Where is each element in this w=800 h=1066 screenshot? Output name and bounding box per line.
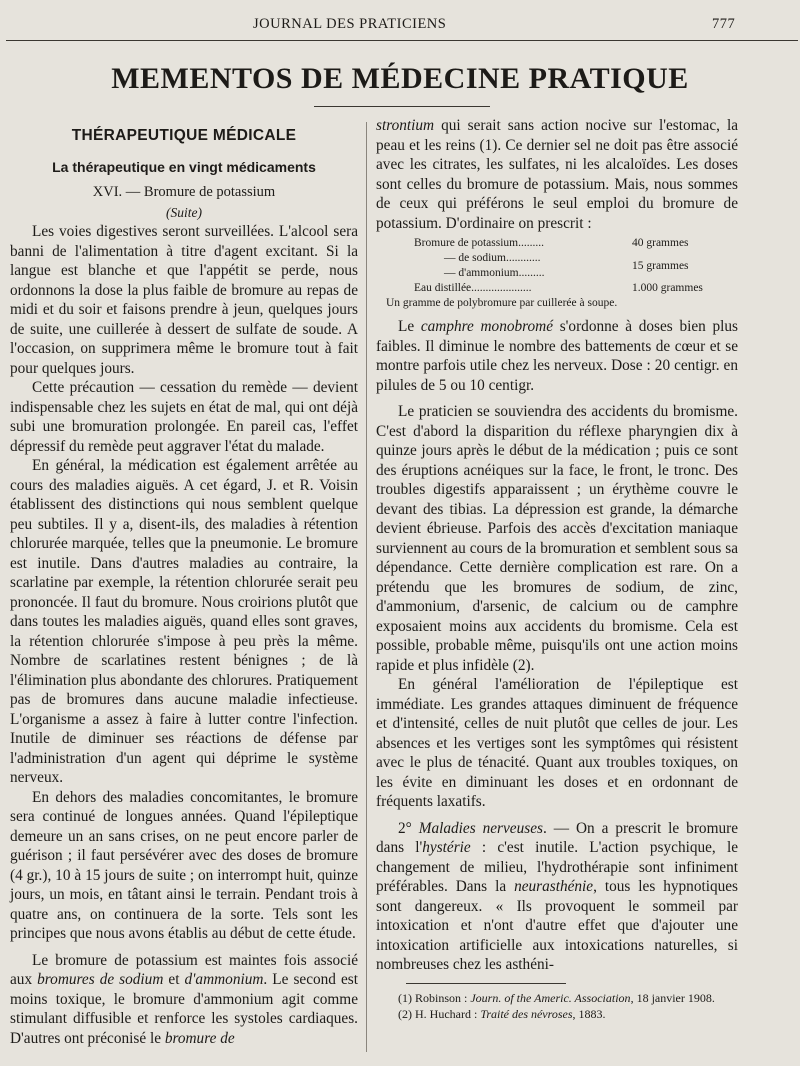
- footnote: (1) Robinson : Journ. of the Americ. Association, 18 janvier 1908.: [398, 990, 715, 1005]
- chapter-heading: XVI. — Bromure de potassium: [92, 184, 276, 200]
- paragraph: strontium qui serait sans action nocive sur l'estomac, la peau et les reins (1). Ce dernier sel ne doit pas être associé avec les citrates, les sulfates, ni les alcaloïdes. Les doses sont celles du bromure de potassium. Mais, nous sommes de ceux qui préférons le seul emploi du bromure de potassium. D'ordinaire on prescrit :: [376, 117, 738, 232]
- footnote-rule: [406, 983, 566, 984]
- paragraph: En général, la médication est également arrêtée au cours des maladies aiguës. A cet égard, J. et R. Voisin établissent des distinctions qui nous semblent quelque peu subtiles. Il y a, disent-ils, des maladies à rétention chlorurée marquée, telles que la pneumonie. Le bromure est inutile. Dans d'autres maladies au contraire, la scarlatine par exemple, la rétention chlorurée serait peu prononcée. Il faut du bromure. Nous croirions plutôt que dans toutes les maladies aiguës, quand elles sont graves, la rétention chlorurée s'impose à peu près la même. Nombre de scarlatines restent bénignes ; de là l'élimination plus abondante des chlorures. Pratiquement pas de bromures dans aucune maladie infectieuse. L'organisme a assez à faire à lutter contre l'infection. Inutile de diminuer ses réactions de défense par l'administration d'un agent qui déprime le système nerveux.: [10, 457, 358, 786]
- section-heading: THÉRAPEUTIQUE MÉDICALE: [71, 127, 297, 144]
- prescription-row: Bromure de potassium......... 40 grammes: [414, 237, 689, 249]
- paragraph: Le bromure de potassium est maintes fois associé aux bromures de sodium et d'ammonium. Le second est moins toxique, le bromure d'ammonium agit comme stimulant diffusible et renforce les systoles cardiaques. D'autres ont préconisé le bromure de: [10, 951, 358, 1047]
- paragraph: En général l'amélioration de l'épileptique est immédiate. Les grandes attaques diminuent de fréquence et d'intensité, celles de nuit plutôt que celles de jour. Les absences et les vertiges sont les symptômes qui résistent avec le plus de ténacité. Quant aux troubles toxiques, on les évite en diminuant les doses et en ordonnant de fréquents laxatifs.: [376, 676, 738, 810]
- paragraph: Le praticien se souviendra des accidents du bromisme. C'est d'abord la disparition du réflexe pharyngien dix à quinze jours après le début de la médication ; puis ce sont des éruptions acnéiques sur la face, le front, le tronc. Des troubles digestifs apparaissent ; un érythème couvre le devant des tibias. La dépression est grande, la démarche devient ébrieuse. Parfois des accès d'excitation maniaque surviennent au cours de la bromuration et semblent sous sa dépendance. Cette dernière complication est rare. On a prétendu que les bromures de sodium, de zinc, d'ammonium, d'arsenic, de calcium ou de camphre exposaient moins aux accidents du bromisme. Cela est possible, probable même, puisqu'ils ont une action moins rapide et plus infidèle (2).: [376, 403, 738, 674]
- prescription: [386, 236, 724, 311]
- left-column: [10, 116, 358, 1048]
- right-column: [376, 116, 738, 1022]
- paragraph: 2° Maladies nerveuses. — On a prescrit le bromure dans l'hystérie : c'est inutile. L'action psychique, le changement de milieu, l'hydrothérapie sont infiniment préférables. Dans la neurasthénie, tous les hypnotiques sont dangereux. « Ils provoquent le sommeil par intoxication et n'ont d'autre effet que d'ajouter une intoxication artificielle aux intoxications naturelles, si nombreuses chez les asthéni-: [376, 819, 739, 973]
- paragraph: En dehors des maladies concomitantes, le bromure sera continué de longues années. Quand l'épileptique demeure un an sans crises, on ne peut encore parler de guérison ; il faut persévérer avec des doses de bromure (4 gr.), 10 à 15 jours de suite ; on interrompt huit, quinze jours, un mois, en tâtant ainsi le terrain. Pendant trois à quatre ans, on continuera de la sorte. Tels sont les principes que nous avons établis au début de cette étude.: [10, 788, 358, 942]
- footnotes: [376, 990, 738, 1022]
- running-header: [0, 14, 800, 38]
- page-title: MEMENTOS DE MÉDECINE PRATIQUE: [111, 62, 689, 95]
- paragraph: Cette précaution — cessation du remède — devient indispensable chez les sujets en état de mal, qui ont déjà subi une bromuration prolongée. En pareil cas, l'effet dépressif du remède peut aggraver l'état du malade.: [10, 379, 358, 455]
- paragraph: Les voies digestives seront surveillées. L'alcool sera banni de l'alimentation à titre d'agent excitant. Si la langue est blanche et que l'appétit se perde, nous ordonnons la dose la plus faible de bromure au repas de midi et du soir et faisons prendre à jeun, quelques jours de suite, une cuillerée à dessert de sulfate de soude. A l'occasion, on supprimera même le bromure tout à fait pour quelques jours.: [10, 223, 358, 377]
- continued-label: (Suite): [166, 204, 202, 220]
- title-underline: [314, 106, 490, 107]
- prescription-row: — de sodium............ — d'ammonium......... 15 grammes: [444, 252, 689, 279]
- prescription-row: Eau distillée..................... 1.000 grammes: [414, 282, 703, 294]
- page-number: 777: [712, 16, 736, 32]
- column-divider: [366, 122, 367, 1052]
- paragraph: Le camphre monobromé s'ordonne à doses bien plus faibles. Il diminue le nombre des battements de cœur et se montre parfois utile chez les nerveux. Dose : 20 centigr. en pilules de 5 ou 10 centigr.: [376, 318, 738, 394]
- header-rule: [6, 40, 798, 41]
- footnote: (2) H. Huchard : Traité des névroses, 1883.: [398, 1006, 606, 1021]
- prescription-note: Un gramme de polybromure par cuillerée à soupe.: [386, 297, 618, 309]
- article-subtitle: La thérapeutique en vingt médicaments: [52, 158, 316, 175]
- journal-name: JOURNAL DES PRATICIENS: [253, 16, 447, 32]
